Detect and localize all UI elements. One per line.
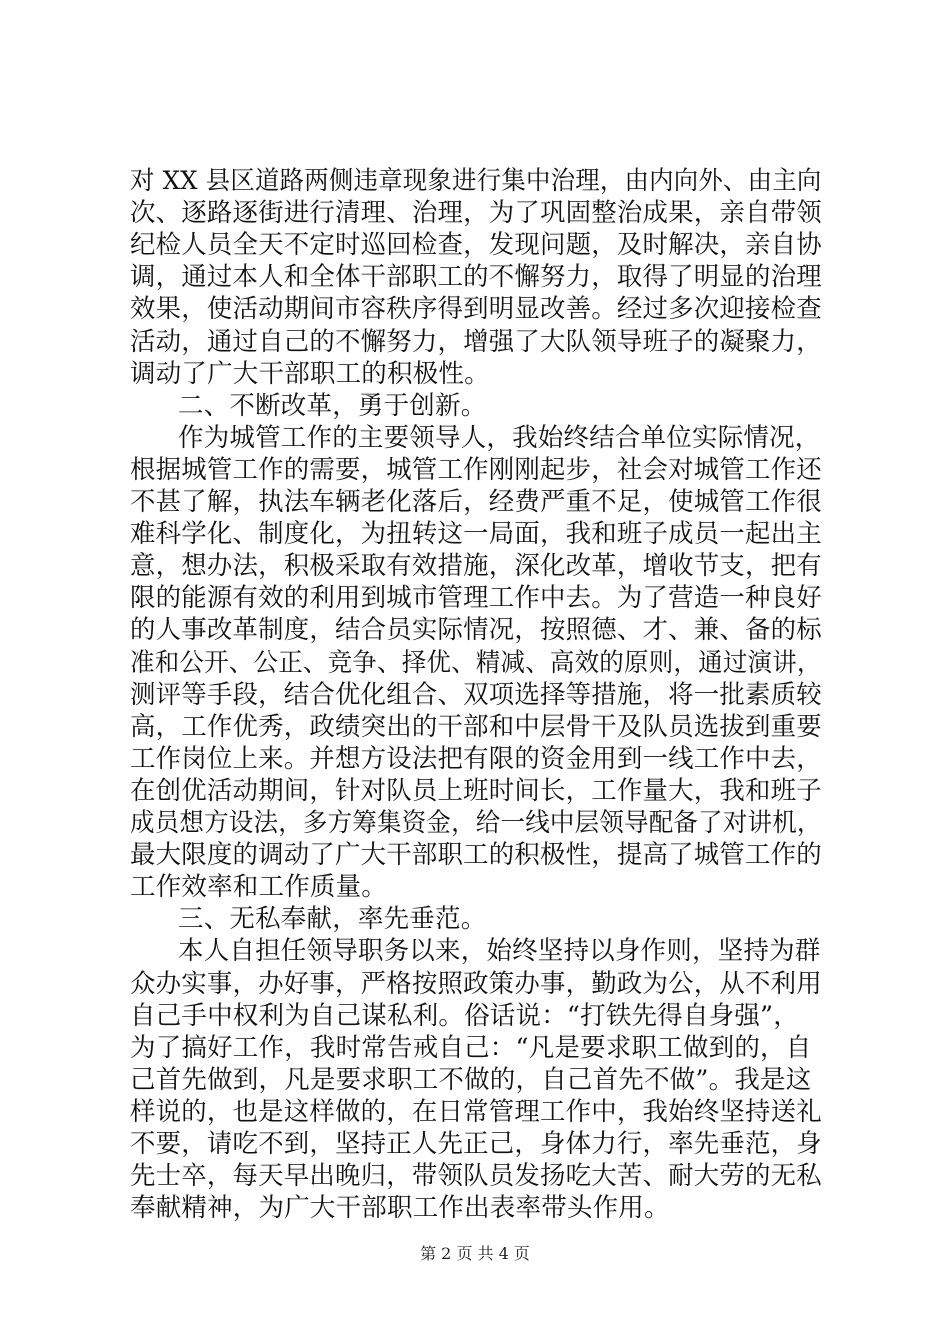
document-line: 二、不断改革，勇于创新。	[178, 390, 487, 421]
document-line: 不甚了解，执法车辆老化落后，经费严重不足，使城管工作很	[130, 487, 822, 517]
document-line: 不要，请吃不到，坚持正人先正己，身体力行，率先垂范，身	[130, 1129, 822, 1159]
document-line: 准和公开、公正、竞争、择优、精减、高效的原则，通过演讲，	[130, 647, 822, 678]
document-line: 在创优活动期间，针对队员上班时间长，工作量大，我和班子	[130, 775, 822, 806]
document-line: 样说的，也是这样做的，在日常管理工作中，我始终坚持送礼	[130, 1096, 822, 1127]
document-line: 测评等手段，结合优化组合、双项选择等措施，将一批素质较	[130, 679, 822, 710]
document-line: 奉献精神，为广大干部职工作出表率带头作用。	[130, 1193, 670, 1224]
document-line: 众办实事，办好事，严格按照政策办事，勤政为公，从不利用	[130, 968, 822, 999]
document-line: 活动，通过自己的不懈努力，增强了大队领导班子的凝聚力，	[130, 326, 822, 357]
document-line: 工作岗位上来。并想方设法把有限的资金用到一线工作中去，	[130, 743, 822, 774]
document-line: 限的能源有效的利用到城市管理工作中去。为了营造一种良好	[130, 583, 822, 614]
document-line: 次、逐路逐街进行清理、治理，为了巩固整治成果，亲自带领	[130, 198, 822, 229]
document-line: 己首先做到，凡是要求职工不做的，自己首先不做”。我是这	[130, 1064, 812, 1095]
document-line: 的人事改革制度，结合员实际情况，按照德、才、兼、备的标	[130, 615, 822, 646]
document-line: 效果，使活动期间市容秩序得到明显改善。经过多次迎接检查	[130, 294, 822, 325]
document-line: 自己手中权利为自己谋私利。俗话说：“打铁先得自身强”，	[130, 1000, 799, 1031]
document-line: 根据城管工作的需要，城管工作刚刚起步，社会对城管工作还	[130, 454, 822, 485]
document-line: 先士卒，每天早出晚归，带领队员发扬吃大苦、耐大劳的无私	[130, 1161, 822, 1192]
document-line: 三、无私奉献，率先垂范。	[178, 904, 487, 935]
document-line: 为了搞好工作，我时常告戒自己：“凡是要求职工做到的，自	[130, 1032, 812, 1063]
document-line: 调动了广大干部职工的积极性。	[130, 358, 490, 389]
document-line: 本人自担任领导职务以来，始终坚持以身作则，坚持为群	[178, 936, 821, 967]
document-line: 作为城管工作的主要领导人，我始终结合单位实际情况，	[178, 422, 821, 453]
document-line: 对 XX 县区道路两侧违章现象进行集中治理，由内向外、由主向	[130, 166, 822, 196]
document-line: 最大限度的调动了广大干部职工的积极性，提高了城管工作的	[130, 840, 822, 871]
document-line: 调，通过本人和全体干部职工的不懈努力，取得了明显的治理	[130, 262, 822, 293]
document-line: 成员想方设法，多方筹集资金，给一线中层领导配备了对讲机，	[130, 808, 822, 838]
document-line: 工作效率和工作质量。	[130, 872, 388, 903]
document-line: 意，想办法，积极采取有效措施，深化改革，增收节支，把有	[130, 551, 822, 582]
page-footer: 第 2 页 共 4 页	[420, 1244, 530, 1263]
document-line: 高，工作优秀，政绩突出的干部和中层骨干及队员选拔到重要	[130, 711, 822, 742]
document-line: 纪检人员全天不定时巡回检查，发现问题，及时解决，亲自协	[130, 230, 822, 261]
document-line: 难科学化、制度化，为扭转这一局面，我和班子成员一起出主	[130, 519, 822, 550]
